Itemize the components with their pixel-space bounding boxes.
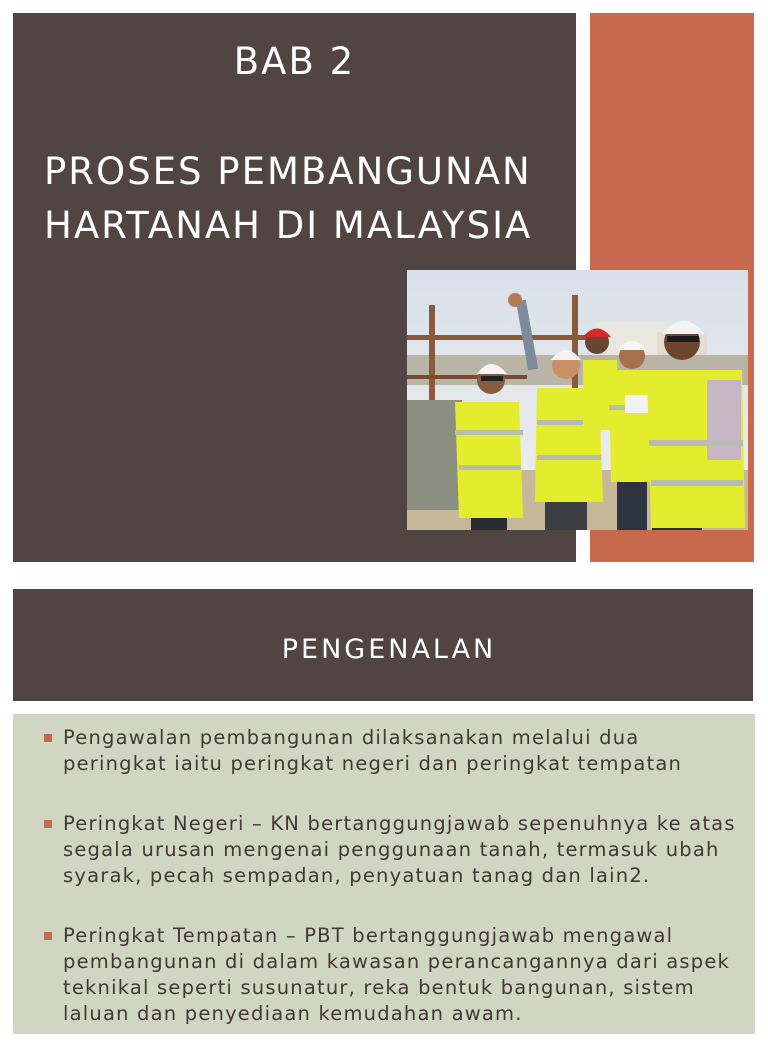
- page-title: [44, 145, 564, 253]
- title-line-1: PROSES PEMBANGUNAN: [44, 150, 532, 193]
- bullet-line: Peringkat Negeri – KN bertanggungjawab sepenuhnya ke atas: [63, 812, 736, 835]
- bullet-line: peringkat iaitu peringkat negeri dan peringkat tempatan: [63, 752, 683, 775]
- chapter-label: BAB 2: [233, 40, 356, 83]
- bullet-line: teknikal seperti susunatur, reka bentuk bangunan, sistem: [63, 976, 695, 999]
- bullet-line: laluan dan penyediaan kemudahan awam.: [63, 1002, 523, 1025]
- list-item: [42, 725, 742, 777]
- list-item: [42, 811, 742, 889]
- photo-illustration: [407, 270, 748, 530]
- list-item: [42, 923, 742, 1027]
- bullet-line: segala urusan mengenai penggunaan tanah, termasuk ubah: [63, 838, 720, 861]
- bullet-line: syarak, pecah sempadan, penyatuan tanag dan lain2.: [63, 864, 651, 887]
- bullet-line: Peringkat Tempatan – PBT bertanggungjawab mengawal: [63, 924, 674, 947]
- bullet-square-icon: [44, 820, 52, 828]
- bullet-square-icon: [44, 734, 52, 742]
- bullet-line: pembangunan di dalam kawasan perancangannya dari aspek: [63, 950, 731, 973]
- bullet-line: Pengawalan pembangunan dilaksanakan melalui dua: [63, 726, 640, 749]
- section-title: PENGENALAN: [281, 634, 497, 665]
- bullet-square-icon: [44, 932, 52, 940]
- title-line-2: HARTANAH DI MALAYSIA: [44, 204, 533, 247]
- bullet-list: [42, 725, 742, 1061]
- construction-workers-photo: [407, 270, 748, 530]
